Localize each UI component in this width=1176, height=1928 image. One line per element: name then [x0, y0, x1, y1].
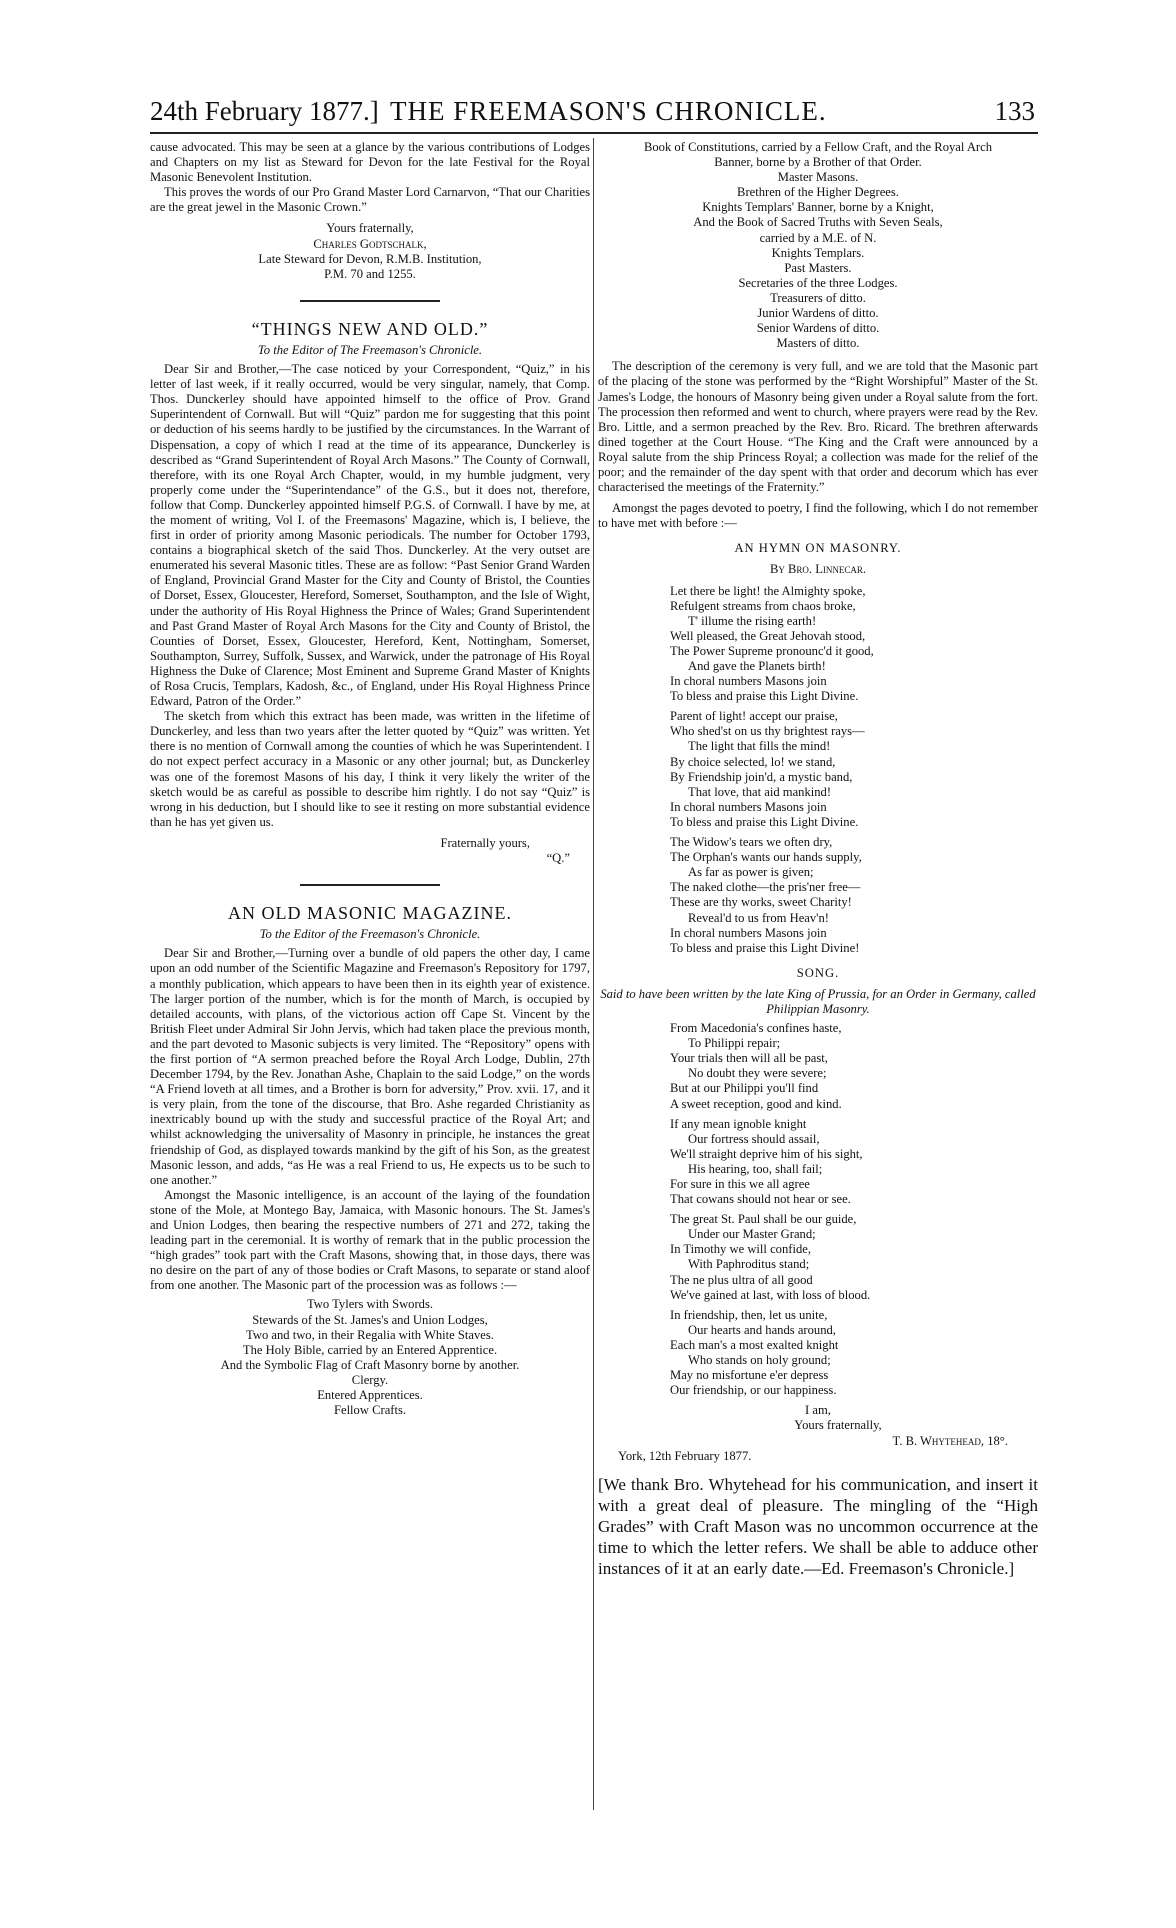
procession-item: Brethren of the Higher Degrees. — [737, 185, 899, 200]
verse-line: These are thy works, sweet Charity! — [670, 895, 852, 910]
procession-item: And the Symbolic Flag of Craft Masonry borne by another. — [220, 1357, 520, 1372]
procession-item: Stewards of the St. James's and Union Lodges, — [252, 1312, 488, 1327]
verse-line: Let there be light! the Almighty spoke, — [670, 583, 866, 598]
verse-line: Our hearts and hands around, — [688, 1322, 836, 1337]
verse-line: The naked clothe—the pris'ner free— — [670, 880, 861, 895]
verse-line: By Friendship join'd, a mystic band, — [670, 769, 853, 784]
verse-line: In choral numbers Masons join — [670, 674, 827, 689]
procession-item: Treasurers of ditto. — [770, 290, 866, 305]
verse-line: To bless and praise this Light Divine. — [670, 689, 859, 704]
verse-line: We'll straight deprive him of his sight, — [670, 1146, 863, 1161]
verse-line: The Widow's tears we often dry, — [670, 835, 833, 850]
procession-item: Clergy. — [351, 1372, 389, 1387]
signoff-line: P.M. 70 and 1255. — [324, 266, 416, 281]
stanza — [670, 584, 1038, 705]
article-heading: AN OLD MASONIC MAGAZINE. — [228, 903, 512, 924]
procession-item: Masters of ditto. — [776, 336, 860, 351]
procession-item: Fellow Crafts. — [333, 1403, 407, 1418]
verse-line: For sure in this we all agree — [670, 1177, 810, 1191]
hymn-poem — [670, 584, 1038, 956]
verse-line: But at our Philippi you'll find — [670, 1081, 819, 1096]
procession-item: Senior Wardens of ditto. — [756, 321, 880, 336]
procession-item: Secretaries of the three Lodges. — [738, 275, 898, 290]
article-subheading: To the Editor of the Freemason's Chronicle. — [259, 927, 481, 942]
signoff-name: Charles Godtschalk, — [313, 236, 427, 251]
verse-line: To bless and praise this Light Divine! — [670, 940, 860, 955]
procession-item: Knights Templars' Banner, borne by a Knight, — [702, 200, 934, 215]
poem-author: By Bro. Linnecar. — [769, 562, 867, 577]
left-column — [150, 140, 590, 1418]
stanza — [670, 1021, 1038, 1112]
signoff-line: I am, — [805, 1403, 831, 1418]
procession-item: And the Book of Sacred Truths with Seven Seals, — [693, 215, 943, 230]
verse-line: T' illume the rising earth! — [688, 613, 817, 628]
section-rule — [300, 300, 440, 302]
procession-item: Book of Constitutions, carried by a Fellow Craft, and the Royal Arch — [643, 140, 993, 154]
verse-line: If any mean ignoble knight — [670, 1116, 807, 1131]
verse-line: Our fortress should assail, — [688, 1131, 820, 1146]
paragraph: The description of the ceremony is very full, and we are told that the Masonic part of the placing of the stone was performed by the “Right Worshipful” Master of the St. James's Lodge, the honours of Masonry being given under a Royal salute from the fort. The procession then reformed and went to church, where prayers were read by the Rev. Bro. Little, and a sermon preached by the Rev. Bro. Ricard. The brethren afterwards dined together at the Court House. “The King and the Craft were announced by a Royal salute from the ship Princess Royal; a collection was made for the relief of the poor; and the remainder of the day spent with that order and decorum which has ever characterised the meetings of the Fraternity.” — [598, 359, 1038, 495]
article-heading: “THINGS NEW AND OLD.” — [251, 318, 489, 339]
signoff-line: Fraternally yours, — [440, 835, 530, 850]
verse-line: That cowans should not hear or see. — [670, 1192, 851, 1207]
signoff-line: Yours fraternally, — [326, 221, 414, 236]
verse-line: A sweet reception, good and kind. — [670, 1096, 842, 1111]
stanza — [670, 1117, 1038, 1208]
signoff-name: T. B. Whytehead, 18°. — [892, 1433, 1008, 1448]
poem-note: Said to have been written by the late King of Prussia, for an Order in Germany, called Philippian Masonry. — [600, 986, 1036, 1016]
procession-item: The Holy Bible, carried by an Entered Apprentice. — [242, 1342, 498, 1357]
verse-line: In choral numbers Masons join — [670, 925, 827, 940]
verse-line: With Paphroditus stand; — [688, 1257, 810, 1272]
procession-item: Banner, borne by a Brother of that Order. — [714, 155, 922, 170]
right-column — [598, 140, 1038, 1579]
verse-line: The great St. Paul shall be our guide, — [670, 1212, 857, 1227]
masthead — [150, 96, 1035, 126]
publication-title: THE FREEMASON'S CHRONICLE. — [390, 96, 827, 126]
stanza — [670, 709, 1038, 830]
procession-item: Master Masons. — [777, 170, 859, 185]
verse-line: From Macedonia's confines haste, — [670, 1021, 842, 1036]
verse-line: Well pleased, the Great Jehovah stood, — [670, 628, 866, 643]
verse-line: We've gained at last, with loss of blood. — [670, 1287, 871, 1302]
verse-line: Our friendship, or our happiness. — [670, 1383, 837, 1398]
editor-note: [We thank Bro. Whytehead for his communication, and insert it with a great deal of pleasure. The mingling of the “High Grades” with Craft Mason was no uncommon occurrence at the time to which the letter refers. We shall be able to adduce other instances of it at an early date.—Ed. Freemason's Chronicle.] — [598, 1474, 1038, 1578]
verse-line: In friendship, then, let us unite, — [670, 1307, 828, 1322]
verse-line: Who stands on holy ground; — [688, 1353, 831, 1368]
verse-line: The ne plus ultra of all good — [670, 1272, 813, 1287]
paragraph: Dear Sir and Brother,—The case noticed by your Correspondent, “Quiz,” in his letter of last week, if it really occurred, would be very singular, namely, that Comp. Thos. Dunckerley should have appointed himself to the office of Prov. Grand Superintendent of Cornwall. But will “Quiz” pardon me for suggesting that this point or deduction of his seems hardly to be justified by the circumstances. In the Warrant of Dispensation, a copy of which I read at the time of its appearance, Dunckerley is described as “Grand Superintendent of Royal Arch Masons.” The County of Cornwall, therefore, with its one Royal Arch Chapter, would, in my humble judgment, very properly come under the “Superintendance” of the G.S., but it does not, therefore, follow that Comp. Dunckerley appointed himself P.G.S. of Cornwall. I have by me, at the moment of writing, Vol I. of the Freemasons' Magazine, which is, I believe, the first in order of priority among Masonic periodicals. The number for October 1793, contains a biographical sketch of the said Thos. Dunckerley. At the very outset are enumerated his several Masonic titles. These are as follow: “Past Senior Grand Warden of England, Provincial Grand Master for the City and County of Bristol, the Counties of Dorset, Essex, Gloucester, Hereford, Somerset, Southampton, and the Isle of Wight, under the authority of His Royal Highness the Prince of Wales; Grand Superintendent and Past Grand Master of Royal Arch Masons for the City and County of Bristol, the Counties of Dorset, Essex, Gloucester, Hereford, Kent, Nottingham, Somerset, Southampton, Surrey, Suffolk, Sussex, and Warwick, under the patronage of His Royal Highness the Duke of Clarence; Most Eminent and Supreme Grand Master of Knights of Rosa Crucis, Templars, Kadosh, &c., of England, under His Royal Highness Prince Edward, Patron of the Order.” — [150, 362, 590, 709]
article-subheading: To the Editor of The Freemason's Chronicle. — [257, 342, 483, 357]
song-poem — [670, 1021, 1038, 1398]
procession-item: Junior Wardens of ditto. — [757, 306, 879, 321]
verse-line: Who shed'st on us thy brightest rays— — [670, 724, 865, 739]
signoff-place-date: York, 12th February 1877. — [618, 1448, 752, 1463]
procession-list-continued — [598, 140, 1038, 351]
paragraph: Amongst the Masonic intelligence, is an account of the laying of the foundation stone of the Mole, at Montego Bay, Jamaica, with Masonic honours. The St. James's and Union Lodges, then bearing the respective numbers of 271 and 272, taking the leading part in the ceremonial. It is worthy of remark that in the public procession the “high grades” took part with the Craft Masons, showing that, in those days, there was no desire on the part of any of those bodies or Craft Masons, to separate or stand aloof from one another. The Masonic part of the procession was as follows :— — [150, 1187, 590, 1293]
verse-line: To Philippi repair; — [688, 1036, 781, 1051]
verse-line: Reveal'd to us from Heav'n! — [688, 910, 829, 925]
paragraph: Amongst the pages devoted to poetry, I find the following, which I do not remember to have met with before :— — [598, 501, 1038, 531]
procession-list — [150, 1297, 590, 1418]
verse-line: The Power Supreme pronounc'd it good, — [670, 643, 874, 658]
verse-line: The Orphan's wants our hands supply, — [670, 850, 862, 865]
paragraph: The sketch from which this extract has been made, was written in the lifetime of Dunckerley, and less than two years after the letter quoted by “Quiz” was written. Yet there is no mention of Cornwall among the counties of which he was Superintendent. I do not expect perfect accuracy in a Masonic or any other journal; but, as Dunckerley was one of the foremost Masons of his day, I think it very likely the writer of the sketch would be as careful as possible to describe him rightly. I do not say “Quiz” is wrong in his deduction, but I should like to see it resting on more substantial evidence than he has yet given us. — [150, 709, 590, 829]
procession-item: Two and two, in their Regalia with White Staves. — [246, 1327, 494, 1342]
procession-item: Two Tylers with Swords. — [306, 1297, 434, 1312]
poem-title: SONG. — [796, 965, 840, 980]
verse-line: Refulgent streams from chaos broke, — [670, 598, 856, 613]
signoff-name: “Q.” — [546, 851, 570, 866]
column-divider — [593, 138, 594, 1810]
verse-line: As far as power is given; — [688, 865, 814, 880]
signoff-line: Yours fraternally, — [794, 1418, 882, 1433]
verse-line: No doubt they were severe; — [688, 1066, 827, 1081]
procession-item: Entered Apprentices. — [317, 1388, 423, 1403]
paragraph: This proves the words of our Pro Grand Master Lord Carnarvon, “That our Charities are the great jewel in the Masonic Crown.” — [150, 185, 590, 215]
verse-line: Your trials then will all be past, — [670, 1051, 828, 1066]
verse-line: In Timothy we will confide, — [670, 1242, 811, 1257]
verse-line: By choice selected, lo! we stand, — [670, 754, 836, 769]
verse-line: Under our Master Grand; — [688, 1227, 816, 1242]
paragraph: cause advocated. This may be seen at a glance by the various contributions of Lodges and Chapters on my list as Steward for Devon for the late Festival for the Royal Masonic Benevolent Institution. — [150, 140, 590, 185]
page-number: 133 — [994, 96, 1035, 126]
procession-item: Past Masters. — [784, 260, 852, 275]
poem-title: AN HYMN ON MASONRY. — [734, 541, 902, 556]
verse-line: His hearing, too, shall fail; — [688, 1161, 823, 1176]
verse-line: And gave the Planets birth! — [688, 659, 826, 673]
verse-line: The light that fills the mind! — [688, 739, 831, 754]
verse-line: Each man's a most exalted knight — [670, 1337, 839, 1352]
verse-line: Parent of light! accept our praise, — [670, 709, 838, 724]
verse-line: May no misfortune e'er depress — [670, 1368, 829, 1383]
signoff-line: Late Steward for Devon, R.M.B. Institution, — [258, 251, 482, 266]
procession-item: Knights Templars. — [771, 245, 865, 260]
paragraph: Dear Sir and Brother,—Turning over a bundle of old papers the other day, I came upon an odd number of the Scientific Magazine and Freemason's Repository for 1797, a monthly publication, which appears to have been then in its eighth year of existence. The larger portion of the number, which is for the month of March, is occupied by detailed accounts, with plans, of the victorious action off Cape St. Vincent by the British Fleet under Admiral Sir John Jervis, which had taken place the previous month, and the part devoted to Masonic subjects is very limited. The “Repository” opens with the first portion of “A sermon preached before the Royal Arch Lodge, Dublin, 27th December 1794, by the Rev. Jonathan Ashe, Chaplain to the said Lodge,” on the words “A Friend loveth at all times, and a Brother is born for adversity,” Prov. xvii. 17, and it is very plain, from the tone of the discourse, that Bro. Ashe regarded Christianity as inextricably bound up with the study and successful practice of the Royal Art; and whilst acknowledging the universality of Masonry in principle, he instances the great friendship of God, as displayed towards mankind by the gift of his Son, as the greatest Masonic lesson, and adds, “as He was a real Friend to us, He expects us to be such to one another.” — [150, 946, 590, 1187]
issue-date: 24th February 1877.] — [150, 96, 379, 126]
stanza — [670, 835, 1038, 956]
section-rule — [300, 884, 440, 886]
stanza — [670, 1212, 1038, 1303]
procession-item: carried by a M.E. of N. — [759, 230, 877, 245]
verse-line: To bless and praise this Light Divine. — [670, 814, 859, 829]
verse-line: That love, that aid mankind! — [688, 784, 832, 799]
header-rule — [150, 132, 1038, 134]
stanza — [670, 1308, 1038, 1399]
verse-line: In choral numbers Masons join — [670, 799, 827, 814]
